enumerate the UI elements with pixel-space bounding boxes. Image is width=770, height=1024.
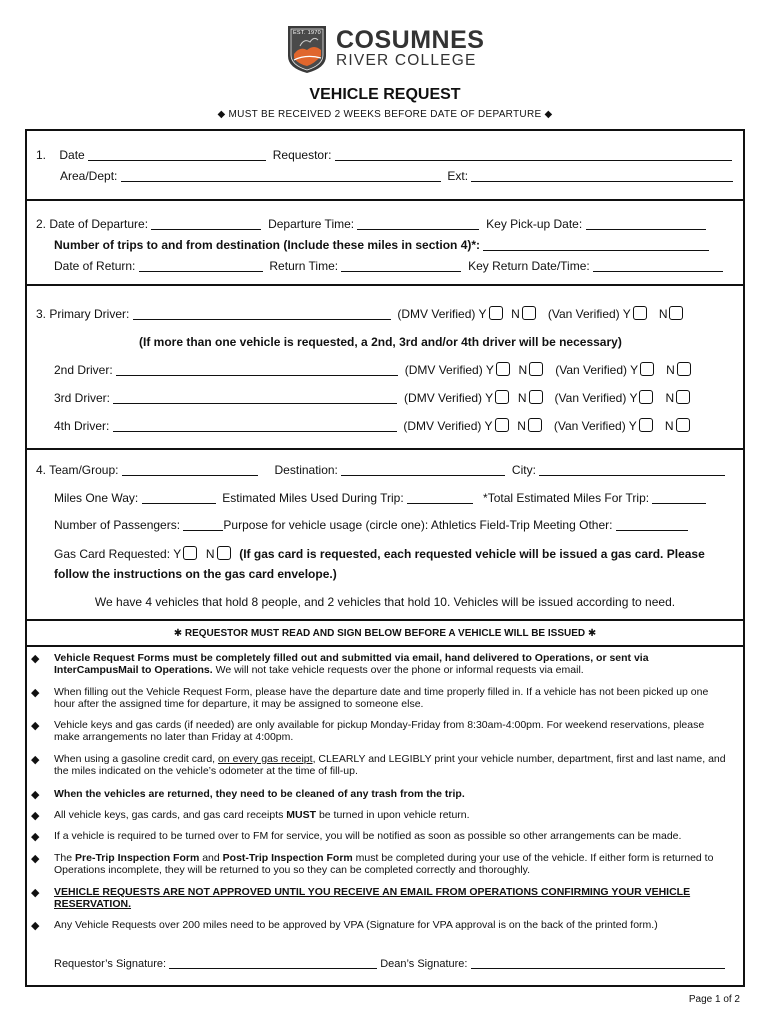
- rule-8-part1: The: [54, 852, 76, 864]
- gas-card-no-label: N: [205, 547, 215, 561]
- driver2-field[interactable]: [116, 363, 398, 376]
- section1-row1: [36, 148, 732, 162]
- dmv-no-checkbox[interactable]: [529, 362, 543, 376]
- form-title: VEHICLE REQUEST: [309, 86, 461, 103]
- van-verified-label: (Van Verified) Y: [554, 391, 638, 405]
- diamond-icon: ◆: [544, 109, 553, 120]
- van-no-checkbox[interactable]: [676, 390, 690, 404]
- van-no-checkbox[interactable]: [669, 306, 683, 320]
- team-group-field[interactable]: [122, 463, 258, 476]
- rule-4: [54, 753, 730, 777]
- departure-date-field[interactable]: [151, 217, 261, 230]
- date-label: Date: [59, 148, 85, 162]
- rule-6-bold: MUST: [286, 809, 317, 821]
- key-return-field[interactable]: [593, 259, 723, 272]
- city-label: City:: [511, 463, 536, 477]
- form-subtitle: [0, 109, 770, 120]
- diamond-bullet-icon: ◆: [31, 831, 40, 843]
- diamond-bullet-icon: ◆: [31, 789, 40, 801]
- van-no-checkbox[interactable]: [676, 418, 690, 432]
- area-dept-label: Area/Dept:: [60, 169, 118, 183]
- signature-row: [54, 956, 725, 970]
- requestor-field[interactable]: [335, 148, 732, 161]
- driver2-label: 2nd Driver:: [54, 363, 113, 377]
- gas-card-note-line1: (If gas card is requested, each requested vehicle will be issued a gas card. Please: [239, 547, 705, 561]
- departure-date-label: 2. Date of Departure:: [36, 217, 149, 231]
- section-divider: [27, 645, 743, 647]
- section-divider: [27, 619, 743, 621]
- ext-label: Ext:: [447, 169, 469, 183]
- rule-2: When filling out the Vehicle Request Form, please have the departure date and time properly filled in. If a vehicle has not been picked up one hour after the assigned time for departure, it may be assigned to someone else.: [54, 686, 709, 710]
- van-yes-checkbox[interactable]: [639, 418, 653, 432]
- miles-one-way-label: Miles One Way:: [54, 491, 139, 505]
- trips-label: Number of trips to and from destination (Include these miles in section 4)*:: [54, 238, 481, 252]
- van-no-label: N: [665, 391, 675, 405]
- section-divider: [27, 448, 743, 450]
- miles-one-way-field[interactable]: [142, 491, 216, 504]
- van-verified-label: (Van Verified) Y: [547, 307, 631, 321]
- total-miles-label: *Total Estimated Miles For Trip:: [483, 491, 650, 505]
- rule-4-part1: When using a gasoline credit card,: [54, 753, 219, 765]
- subtitle-text: MUST BE RECEIVED 2 WEEKS BEFORE DATE OF DEPARTURE: [228, 109, 542, 120]
- purpose-label: Purpose for vehicle usage (circle one): Athletics Field-Trip Meeting Other:: [223, 518, 613, 532]
- team-group-label: 4. Team/Group:: [36, 463, 119, 477]
- departure-time-field[interactable]: [357, 217, 479, 230]
- destination-field[interactable]: [341, 463, 505, 476]
- section-divider: [27, 284, 743, 286]
- rule-1-rest: We will not take vehicle requests over the phone or informal requests via email.: [212, 664, 584, 676]
- rule-10: Any Vehicle Requests over 200 miles need to be approved by VPA (Signature for VPA approval is on the back of the printed form.): [54, 919, 658, 931]
- van-verified-label: (Van Verified) Y: [555, 363, 639, 377]
- section2-row3: [54, 259, 723, 273]
- dean-signature-label: Dean’s Signature:: [380, 958, 468, 970]
- primary-driver-label: 3. Primary Driver:: [36, 307, 130, 321]
- dmv-yes-checkbox[interactable]: [489, 306, 503, 320]
- key-pickup-label: Key Pick-up Date:: [486, 217, 583, 231]
- gas-card-yes-checkbox[interactable]: [183, 546, 197, 560]
- requestor-signature-field[interactable]: [169, 956, 377, 969]
- must-read-banner: [0, 628, 770, 639]
- rule-8-part3: must be completed during your use of the vehicle. If either form is returned to Operations incomplete, they will be returned to you so they can be completed correctly and thoroughly.: [54, 852, 714, 876]
- return-date-label: Date of Return:: [54, 259, 136, 273]
- driver2-row: [54, 362, 693, 377]
- total-miles-field[interactable]: [652, 491, 706, 504]
- section1-row2: [60, 169, 733, 183]
- trips-field[interactable]: [483, 238, 709, 251]
- van-no-label: N: [666, 363, 675, 377]
- vehicle-capacity-note: We have 4 vehicles that hold 8 people, and 2 vehicles that hold 10. Vehicles will be issued according to need.: [94, 595, 676, 609]
- dmv-no-label: N: [517, 419, 526, 433]
- destination-label: Destination:: [274, 463, 338, 477]
- diamond-bullet-icon: ◆: [31, 920, 40, 932]
- college-logo: [286, 24, 486, 76]
- rule-9: [54, 886, 730, 910]
- rule-8-pretrip: Pre-Trip Inspection Form: [75, 852, 200, 864]
- asterisk-icon: ✱: [587, 628, 597, 639]
- dmv-verified-label: (DMV Verified) Y: [404, 391, 494, 405]
- diamond-bullet-icon: ◆: [31, 687, 40, 699]
- dmv-no-label: N: [518, 363, 528, 377]
- dmv-verified-label: (DMV Verified) Y: [404, 363, 494, 377]
- van-verified-label: (Van Verified) Y: [553, 419, 637, 433]
- van-yes-checkbox[interactable]: [633, 306, 647, 320]
- section4-row2: [54, 491, 706, 505]
- return-time-label: Return Time:: [269, 259, 339, 273]
- gas-card-note-line2: follow the instructions on the gas card envelope.): [54, 567, 337, 581]
- rule-5-bold: When the vehicles are returned, they need to be cleaned of any trash from the trip.: [54, 788, 465, 800]
- purpose-other-field[interactable]: [616, 518, 688, 531]
- seal-text: EST. 1970: [292, 30, 322, 36]
- dmv-no-label: N: [517, 391, 527, 405]
- dmv-verified-label: (DMV Verified) Y: [403, 419, 493, 433]
- area-dept-field[interactable]: [121, 169, 441, 182]
- college-name-line1: COSUMNES: [336, 26, 485, 54]
- section-divider: [27, 199, 743, 201]
- estimated-miles-label: Estimated Miles Used During Trip:: [222, 491, 404, 505]
- rule-1-bold: Vehicle Request Forms must be completely filled out and submitted via email, hand delivered to Operations, or sent via InterCampusMail to Operations.: [54, 652, 649, 676]
- diamond-bullet-icon: ◆: [31, 754, 40, 766]
- date-field[interactable]: [88, 148, 266, 161]
- driver4-label: 4th Driver:: [54, 419, 110, 433]
- requestor-label: Requestor:: [272, 148, 332, 162]
- diamond-bullet-icon: ◆: [31, 810, 40, 822]
- rule-8: [54, 852, 730, 876]
- primary-driver-row: [36, 306, 685, 321]
- passengers-label: Number of Passengers:: [54, 518, 181, 532]
- rule-4-part2: , CLEARLY and LEGIBLY print your vehicle number, department, first and last name, and the miles indicated on the vehicle’s odometer at the time of fill-up.: [54, 753, 726, 777]
- rule-4-underlined: on every gas receipt: [218, 753, 313, 765]
- rule-3: Vehicle keys and gas cards (if needed) are only available for pickup Monday-Friday from 8:30am-4:00pm. For weekend reservations, please make arrangements no later than Friday at 4:00pm.: [54, 719, 705, 743]
- rule-6-part1: All vehicle keys, gas cards, and gas card receipts: [54, 809, 287, 821]
- driver3-row: [54, 390, 692, 405]
- gas-card-row: [54, 546, 705, 561]
- multiple-driver-note: (If more than one vehicle is requested, a 2nd, 3rd and/or 4th driver will be necessary): [139, 335, 622, 349]
- dmv-no-label: N: [511, 307, 520, 321]
- estimated-miles-field[interactable]: [407, 491, 473, 504]
- departure-time-label: Departure Time:: [268, 217, 355, 231]
- rule-7: If a vehicle is required to be turned over to FM for service, you will be notified as soon as possible so other arrangements can be made.: [54, 830, 682, 842]
- college-name-line2: RIVER COLLEGE: [336, 52, 477, 69]
- dmv-yes-checkbox[interactable]: [495, 390, 509, 404]
- return-date-field[interactable]: [139, 259, 263, 272]
- primary-driver-field[interactable]: [133, 307, 391, 320]
- section2-row2: [54, 238, 709, 252]
- rule-1: [54, 652, 730, 676]
- gas-card-yes-label: Y: [173, 547, 182, 561]
- dmv-yes-checkbox[interactable]: [496, 362, 510, 376]
- section1-number: 1.: [36, 148, 47, 162]
- dmv-no-checkbox[interactable]: [529, 390, 543, 404]
- rule-6: [54, 809, 730, 821]
- return-time-field[interactable]: [341, 259, 461, 272]
- dean-signature-field[interactable]: [471, 956, 725, 969]
- driver3-field[interactable]: [113, 391, 397, 404]
- rule-6-part2: be turned in upon vehicle return.: [316, 809, 470, 821]
- section2-row1: [36, 217, 706, 231]
- dmv-verified-label: (DMV Verified) Y: [397, 307, 487, 321]
- driver4-field[interactable]: [113, 419, 397, 432]
- van-yes-checkbox[interactable]: [639, 390, 653, 404]
- city-field[interactable]: [539, 463, 725, 476]
- rule-8-part2: and: [199, 852, 223, 864]
- gas-card-no-checkbox[interactable]: [217, 546, 231, 560]
- dmv-no-checkbox[interactable]: [522, 306, 536, 320]
- must-read-text: REQUESTOR MUST READ AND SIGN BELOW BEFORE A VEHICLE WILL BE ISSUED: [184, 628, 586, 639]
- requestor-signature-label: Requestor’s Signature:: [54, 958, 167, 970]
- diamond-bullet-icon: ◆: [31, 887, 40, 899]
- gas-card-label: Gas Card Requested:: [54, 547, 171, 561]
- page-number: Page 1 of 2: [688, 994, 740, 1005]
- van-no-label: N: [658, 307, 668, 321]
- section4-row1: [36, 463, 725, 477]
- dmv-no-checkbox[interactable]: [528, 418, 542, 432]
- driver3-label: 3rd Driver:: [54, 391, 111, 405]
- van-no-label: N: [664, 419, 674, 433]
- dmv-yes-checkbox[interactable]: [495, 418, 509, 432]
- van-no-checkbox[interactable]: [677, 362, 691, 376]
- key-pickup-field[interactable]: [586, 217, 706, 230]
- van-yes-checkbox[interactable]: [640, 362, 654, 376]
- ext-field[interactable]: [471, 169, 733, 182]
- asterisk-icon: ✱: [173, 628, 183, 639]
- diamond-bullet-icon: ◆: [31, 720, 40, 732]
- passengers-field[interactable]: [183, 518, 223, 531]
- driver4-row: [54, 418, 692, 433]
- rule-9-bold: VEHICLE REQUESTS ARE NOT APPROVED UNTIL YOU RECEIVE AN EMAIL FROM OPERATIONS CONFIRMING YOUR VEHICLE RESERVATION.: [54, 886, 691, 910]
- diamond-bullet-icon: ◆: [31, 853, 40, 865]
- key-return-label: Key Return Date/Time:: [468, 259, 590, 273]
- rule-5: [54, 788, 730, 800]
- rule-8-posttrip: Post-Trip Inspection Form: [222, 852, 353, 864]
- diamond-bullet-icon: ◆: [31, 653, 40, 665]
- section4-row3: [54, 518, 688, 532]
- diamond-icon: ◆: [217, 109, 226, 120]
